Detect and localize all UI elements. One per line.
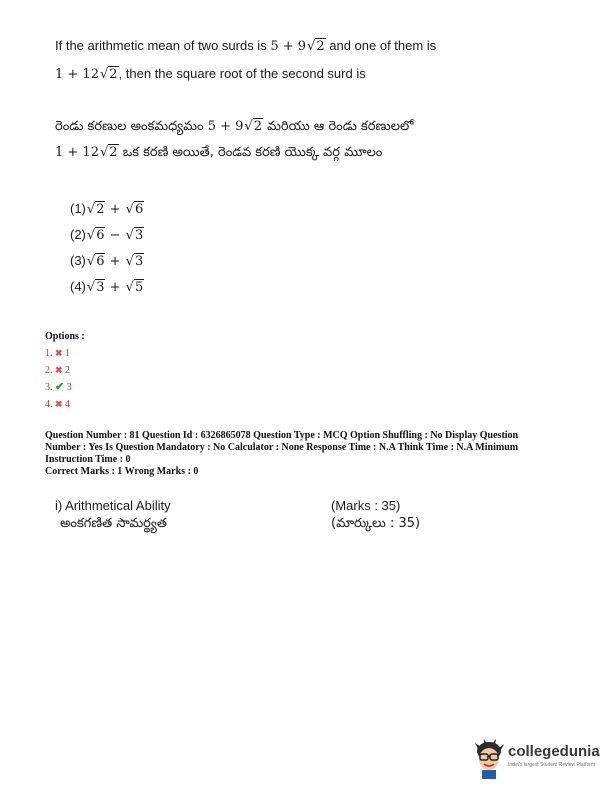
math-expression xyxy=(55,145,119,160)
math-expression xyxy=(55,67,119,82)
choice-number: (2) xyxy=(70,227,86,242)
math-expression xyxy=(86,202,144,217)
math-expression xyxy=(270,39,325,54)
section-marks-telugu: (మార్కులు : 35) xyxy=(331,516,421,531)
radicand: 2 xyxy=(109,145,118,160)
logo-tagline: India's largest Student Review Platform xyxy=(508,762,596,768)
answer-choices xyxy=(70,200,144,304)
question-english-line1 xyxy=(55,37,575,56)
option-label: 3 xyxy=(66,382,72,393)
radical: √6 xyxy=(125,202,144,217)
choice-number: (1) xyxy=(70,201,86,216)
radicand: 2 xyxy=(316,39,325,54)
radical: √3 xyxy=(125,254,144,269)
option-row-3 xyxy=(45,379,85,396)
radical: √2 xyxy=(307,39,325,54)
choice-number: (4) xyxy=(70,279,86,294)
question-english xyxy=(55,37,575,84)
section-row-te xyxy=(55,515,435,535)
option-label: 4 xyxy=(65,399,71,410)
metadata-line: Instruction Time : 0 xyxy=(45,454,131,465)
radicand: 6 xyxy=(96,228,105,243)
math-term: 1 + 12 xyxy=(55,67,99,82)
option-number: 4. xyxy=(45,399,53,410)
radicand: 5 xyxy=(134,280,144,295)
section-row-en xyxy=(55,497,435,515)
mascot-icon xyxy=(472,739,506,779)
choice-1 xyxy=(70,200,144,226)
question-text: If the arithmetic mean of two surds is xyxy=(55,38,267,53)
wrong-icon: ✖ xyxy=(55,348,63,358)
question-telugu-line1 xyxy=(55,118,585,136)
radicand: 3 xyxy=(134,228,144,243)
metadata-line: Number : Yes Is Question Mandatory : No Calculator : None Response Time : N.A Think Time : N.A Minimum xyxy=(45,442,519,453)
question-text: and one of them is xyxy=(329,38,437,53)
radical: √2 xyxy=(86,202,105,217)
question-text: , then the square root of the second surd is xyxy=(118,66,366,81)
math-term: 5 + 9 xyxy=(270,39,307,54)
math-term: 1 + 12 xyxy=(55,145,99,160)
choice-3 xyxy=(70,252,144,278)
radical: √3 xyxy=(86,280,105,295)
metadata-line: Correct Marks : 1 Wrong Marks : 0 xyxy=(45,466,199,477)
section-title: i) Arithmetical Ability xyxy=(55,498,171,513)
option-number: 3. xyxy=(45,382,53,393)
section-title-telugu: అంకగణిత సామర్థ్యత xyxy=(60,516,168,531)
radicand: 6 xyxy=(96,254,105,269)
options-list xyxy=(45,345,85,413)
metadata-line: Question Number : 81 Question Id : 6326865078 Question Type : MCQ Option Shuffling : No Display Question xyxy=(45,430,519,441)
choice-2 xyxy=(70,226,144,252)
radicand: 2 xyxy=(109,67,118,82)
option-number: 1. xyxy=(45,348,53,359)
radical: √2 xyxy=(99,145,118,160)
math-operator: + xyxy=(109,202,121,217)
math-expression xyxy=(86,280,144,295)
choice-number: (3) xyxy=(70,253,86,268)
options-heading: Options : xyxy=(45,331,85,342)
math-expression xyxy=(86,228,144,243)
math-expression xyxy=(208,119,263,134)
question-telugu xyxy=(55,118,585,162)
collegedunia-logo xyxy=(468,737,608,781)
radical: √6 xyxy=(86,228,105,243)
math-expression xyxy=(86,254,144,269)
choice-4 xyxy=(70,278,144,304)
question-text: మరియు ఆ రెండు కరణులలో xyxy=(267,119,414,134)
radical: √2 xyxy=(244,119,262,134)
options-block xyxy=(45,331,85,413)
wrong-icon: ✖ xyxy=(55,399,63,409)
question-telugu-line2 xyxy=(55,144,585,162)
radical: √3 xyxy=(125,228,144,243)
math-operator: − xyxy=(109,228,121,243)
logo-wordmark: collegedunia xyxy=(508,743,600,760)
section-marks: (Marks : 35) xyxy=(331,498,401,513)
question-text: రెండు కరణుల అంకమధ్యమం xyxy=(55,119,204,134)
option-label: 1 xyxy=(65,348,71,359)
option-number: 2. xyxy=(45,365,53,376)
math-term: 5 + 9 xyxy=(207,119,244,134)
math-operator: + xyxy=(109,280,121,295)
question-metadata xyxy=(45,430,575,478)
option-row-4 xyxy=(45,396,85,413)
math-operator: + xyxy=(109,254,121,269)
radicand: 3 xyxy=(96,280,105,295)
correct-icon: ✔ xyxy=(55,381,65,393)
section-header xyxy=(55,497,435,535)
radicand: 3 xyxy=(134,254,144,269)
question-english-line2 xyxy=(55,65,575,84)
option-row-1 xyxy=(45,345,85,362)
radicand: 2 xyxy=(96,202,105,217)
option-label: 2 xyxy=(65,365,71,376)
option-row-2 xyxy=(45,362,85,379)
wrong-icon: ✖ xyxy=(55,365,63,375)
radicand: 2 xyxy=(253,119,262,134)
radicand: 6 xyxy=(134,202,144,217)
radical: √5 xyxy=(125,280,144,295)
radical: √2 xyxy=(99,67,118,82)
radical: √6 xyxy=(86,254,105,269)
question-text: ఒక కరణి అయితే, రెండవ కరణి యొక్క వర్గ మూలం xyxy=(122,145,383,160)
